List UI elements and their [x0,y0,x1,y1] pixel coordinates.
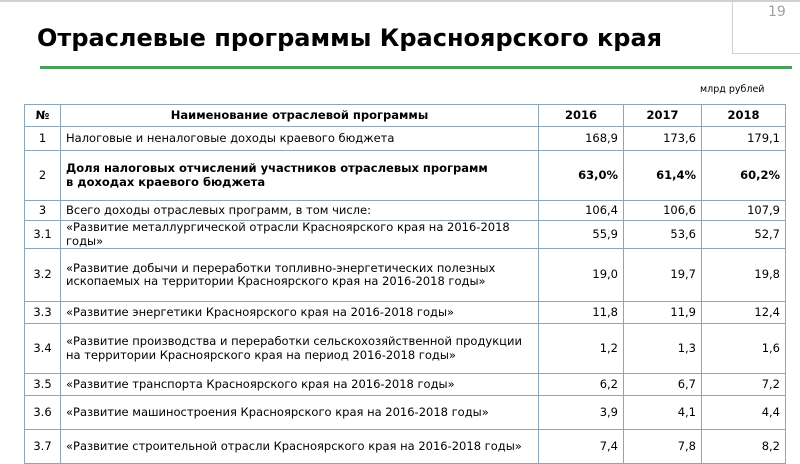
header-row [25,105,786,127]
row-num: 3 [25,201,61,221]
top-rule [0,0,800,2]
row-value-2016: 7,4 [539,430,624,464]
header-num: № [25,105,61,127]
header-2018: 2018 [702,105,786,127]
row-num: 3.4 [25,324,61,374]
row-value-2016: 106,4 [539,201,624,221]
table-row [25,324,786,374]
row-num: 3.6 [25,396,61,430]
slide-title: Отраслевые программы Красноярского края [37,24,663,52]
row-name: «Развитие строительной отрасли Красноярского края на 2016-2018 годы» [61,430,539,464]
table-row [25,302,786,324]
table-row [25,374,786,396]
row-num: 3.3 [25,302,61,324]
page-number: 19 [768,4,786,20]
row-name: «Развитие транспорта Красноярского края на 2016-2018 годы» [61,374,539,396]
row-value-2017: 173,6 [624,127,702,151]
row-value-2018: 8,2 [702,430,786,464]
header-2016: 2016 [539,105,624,127]
row-value-2018: 107,9 [702,201,786,221]
row-value-2018: 12,4 [702,302,786,324]
row-value-2018: 4,4 [702,396,786,430]
table-row [25,201,786,221]
row-value-2017: 61,4% [624,151,702,201]
row-value-2017: 6,7 [624,374,702,396]
table-row [25,151,786,201]
row-value-2016: 3,9 [539,396,624,430]
table-row [25,430,786,464]
row-value-2017: 53,6 [624,221,702,249]
row-name-line2: в доходах краевого бюджета [66,174,266,189]
title-underline [40,66,792,69]
unit-label: млрд рублей [700,84,765,95]
row-value-2016: 168,9 [539,127,624,151]
row-value-2016: 63,0% [539,151,624,201]
row-num: 3.2 [25,249,61,302]
corner-frame [732,0,800,54]
table-row [25,249,786,302]
row-value-2018: 19,8 [702,249,786,302]
row-value-2016: 1,2 [539,324,624,374]
row-value-2017: 11,9 [624,302,702,324]
row-num: 1 [25,127,61,151]
row-value-2016: 11,8 [539,302,624,324]
row-name: «Развитие добычи и переработки топливно-энергетических полезных ископаемых на территории Красноярского края на 2016-2018 годы» [61,249,539,302]
row-value-2017: 106,6 [624,201,702,221]
programs-table [24,104,786,464]
row-value-2018: 179,1 [702,127,786,151]
row-value-2017: 1,3 [624,324,702,374]
row-name: «Развитие энергетики Красноярского края на 2016-2018 годы» [61,302,539,324]
table-row [25,127,786,151]
row-name [61,151,539,201]
row-value-2016: 6,2 [539,374,624,396]
row-name: Налоговые и неналоговые доходы краевого бюджета [61,127,539,151]
header-2017: 2017 [624,105,702,127]
row-value-2016: 19,0 [539,249,624,302]
row-name-line1: Доля налоговых отчислений участников отраслевых программ [66,161,488,175]
row-value-2018: 7,2 [702,374,786,396]
row-num: 3.5 [25,374,61,396]
row-value-2017: 4,1 [624,396,702,430]
row-num: 2 [25,151,61,201]
row-name: Всего доходы отраслевых программ, в том числе: [61,201,539,221]
row-num: 3.1 [25,221,61,249]
row-num: 3.7 [25,430,61,464]
row-value-2018: 1,6 [702,324,786,374]
row-value-2017: 7,8 [624,430,702,464]
row-value-2016: 55,9 [539,221,624,249]
row-value-2017: 19,7 [624,249,702,302]
row-name: «Развитие металлургической отрасли Красноярского края на 2016-2018 годы» [61,221,539,249]
table-row [25,396,786,430]
row-name: «Развитие производства и переработки сельскохозяйственной продукции на территории Красноярского края на период 2016-2018 годы» [61,324,539,374]
row-name: «Развитие машиностроения Красноярского края на 2016-2018 годы» [61,396,539,430]
table-row [25,221,786,249]
row-value-2018: 60,2% [702,151,786,201]
header-name: Наименование отраслевой программы [61,105,539,127]
row-value-2018: 52,7 [702,221,786,249]
